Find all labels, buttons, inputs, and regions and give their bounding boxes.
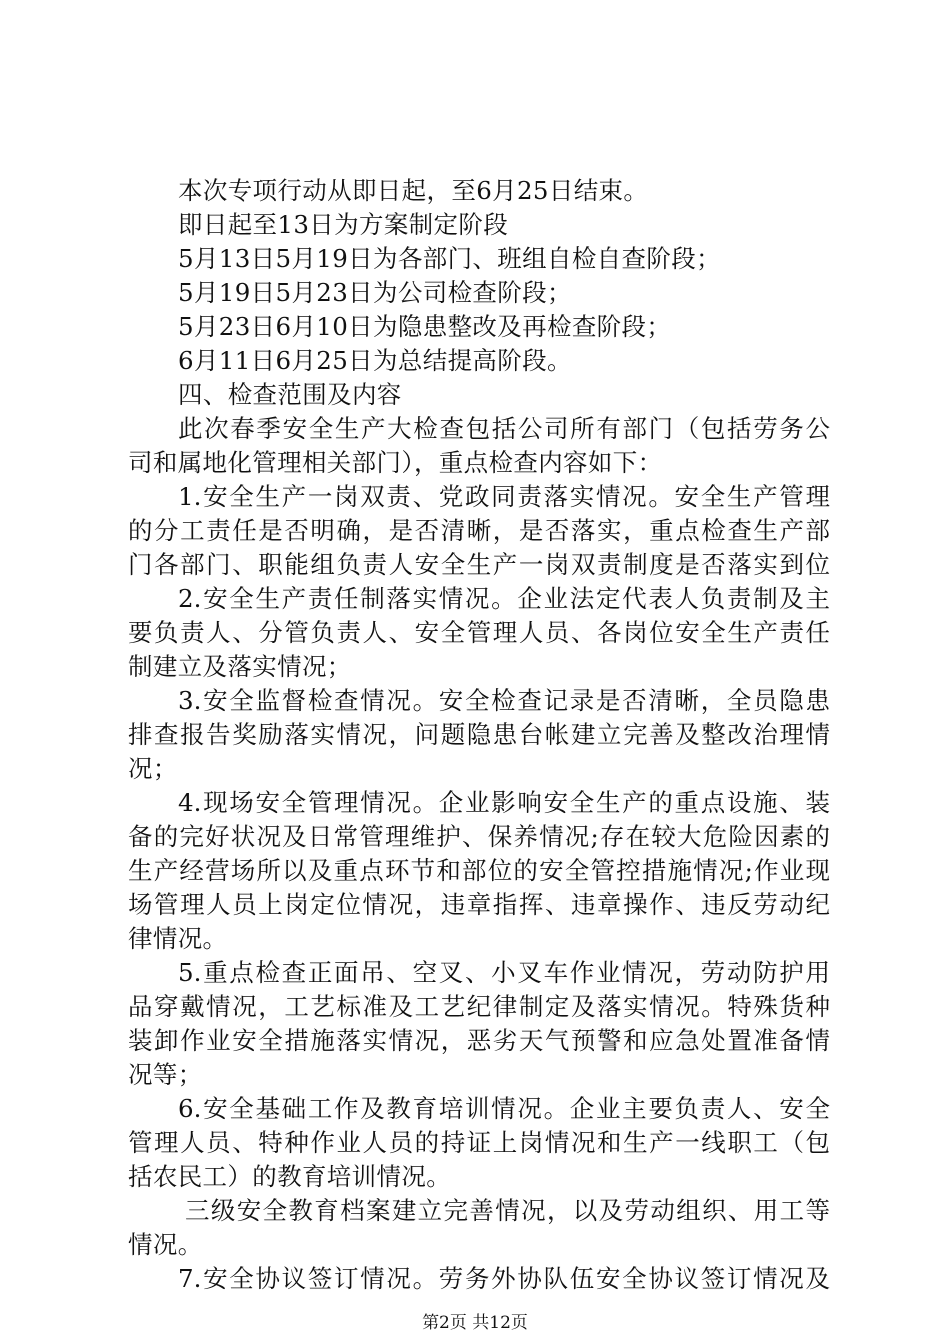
text-line: 装卸作业安全措施落实情况，恶劣天气预警和应急处置准备情 (128, 1026, 830, 1055)
text-line: 4.现场安全管理情况。企业影响安全生产的重点设施、装 (178, 788, 830, 817)
text-line: 5月19日5月23日为公司检查阶段； (178, 278, 572, 307)
text-line: 的分工责任是否明确，是否清晰，是否落实，重点检查生产部 (128, 516, 830, 545)
text-line: 2.安全生产责任制落实情况。企业法定代表人负责制及主 (178, 584, 830, 613)
text-line: 况； (128, 754, 178, 783)
text-line: 括农民工）的教育培训情况。 (128, 1162, 452, 1191)
text-line: 品穿戴情况，工艺标准及工艺纪律制定及落实情况。特殊货种 (128, 992, 830, 1021)
text-line: 门各部门、职能组负责人安全生产一岗双责制度是否落实到位 (128, 550, 830, 579)
text-line: 场管理人员上岗定位情况，违章指挥、违章操作、违反劳动纪 (128, 890, 830, 919)
text-line: 要负责人、分管负责人、安全管理人员、各岗位安全生产责任 (128, 618, 830, 647)
text-line: 司和属地化管理相关部门），重点检查内容如下： (128, 448, 663, 477)
text-line: 制建立及落实情况； (128, 652, 352, 681)
text-line: 生产经营场所以及重点环节和部位的安全管控措施情况;作业现 (128, 856, 830, 885)
text-line: 7.安全协议签订情况。劳务外协队伍安全协议签订情况及 (178, 1264, 830, 1293)
text-line: 备的完好状况及日常管理维护、保养情况;存在较大危险因素的 (128, 822, 830, 851)
text-line: 6月11日6月25日为总结提高阶段。 (178, 346, 572, 375)
text-line: 5月13日5月19日为各部门、班组自检自查阶段； (178, 244, 721, 273)
text-line: 律情况。 (128, 924, 228, 953)
text-line: 排查报告奖励落实情况，问题隐患台帐建立完善及整改治理情 (128, 720, 830, 749)
text-line: 5月23日6月10日为隐患整改及再检查阶段； (178, 312, 672, 341)
text-line: 1.安全生产一岗双责、党政同责落实情况。安全生产管理 (178, 482, 830, 511)
text-line: 3.安全监督检查情况。安全检查记录是否清晰，全员隐患 (178, 686, 830, 715)
text-line: 即日起至13日为方案制定阶段 (178, 210, 509, 239)
text-line: 5.重点检查正面吊、空叉、小叉车作业情况，劳动防护用 (178, 958, 830, 987)
text-line: 况等； (128, 1060, 203, 1089)
text-line: 6.安全基础工作及教育培训情况。企业主要负责人、安全 (178, 1094, 830, 1123)
page-number-footer: 第2页 共12页 (422, 1313, 528, 1333)
text-line: 本次专项行动从即日起，至6月25日结束。 (178, 176, 649, 205)
text-line: 管理人员、特种作业人员的持证上岗情况和生产一线职工（包 (128, 1128, 830, 1157)
section-heading: 四、检查范围及内容 (178, 380, 402, 409)
text-line: 此次春季安全生产大检查包括公司所有部门（包括劳务公 (178, 414, 830, 443)
text-line: 三级安全教育档案建立完善情况，以及劳动组织、用工等 (185, 1196, 830, 1225)
text-line: 情况。 (128, 1230, 203, 1259)
